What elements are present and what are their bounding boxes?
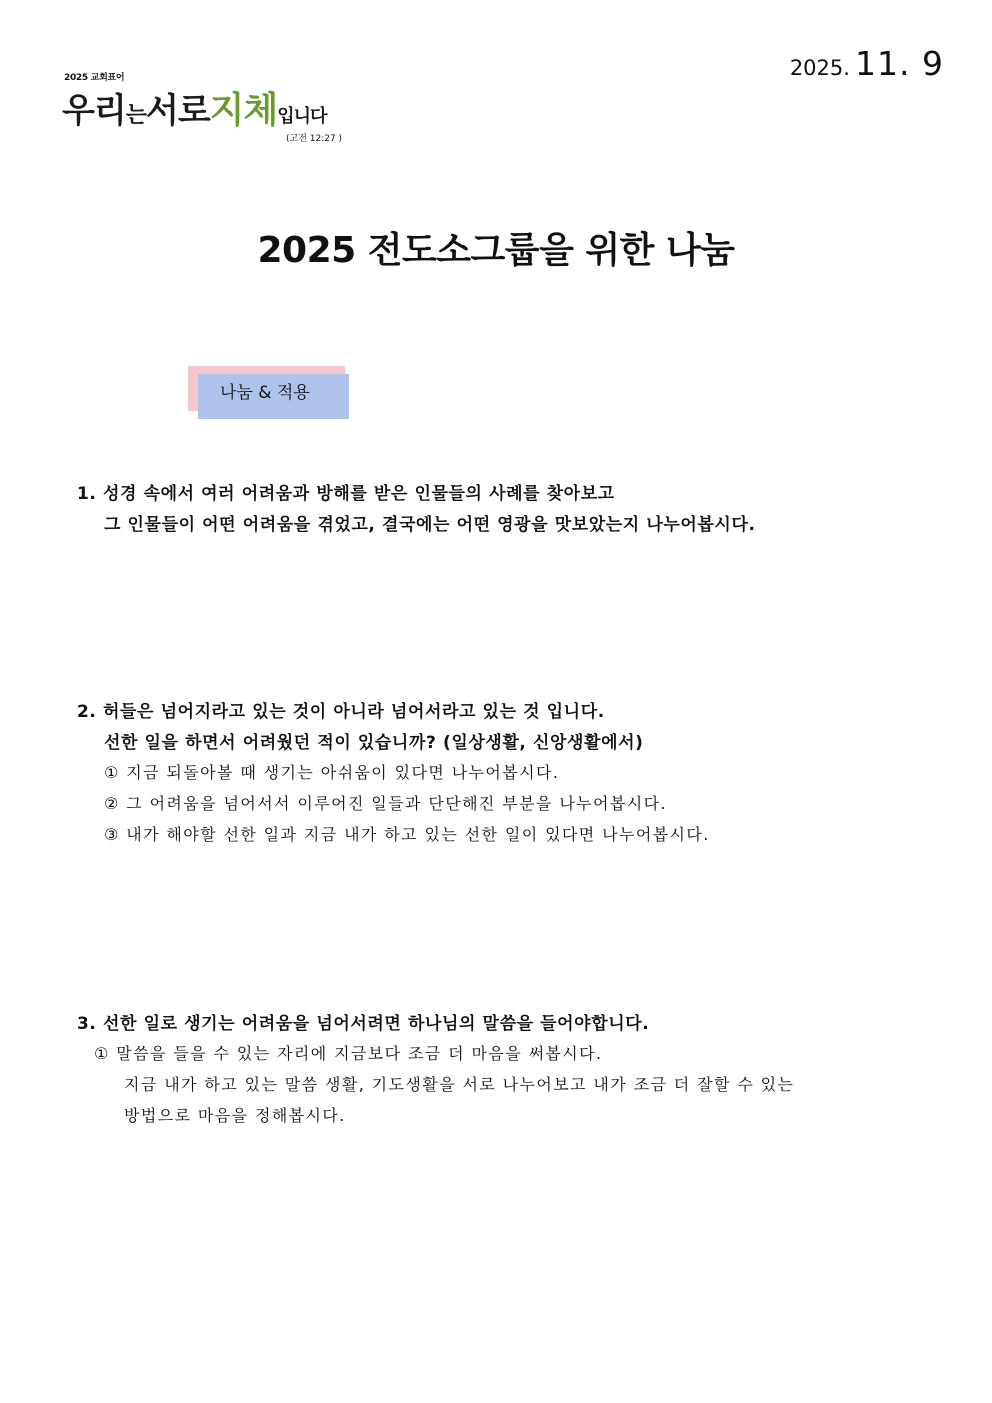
logo-motto-highlight: 지체 (209, 90, 278, 131)
question-2-subitem: ① 지금 되돌아볼 때 생기는 아쉬움이 있다면 나누어봅시다. (104, 763, 560, 782)
document-date (790, 44, 944, 83)
logo-motto-part: 는 (125, 103, 146, 128)
question-1-line: 그 인물들이 어떤 어려움을 겪었고, 결국에는 어떤 영광을 맛보았는지 나누어봅시다. (104, 515, 756, 535)
logo-motto-text (62, 82, 326, 133)
question-2-subitem: ③ 내가 해야할 선한 일과 지금 내가 하고 있는 선한 일이 있다면 나누어봅시다. (104, 825, 710, 844)
question-1-line: 1. 성경 속에서 여러 어려움과 방해를 받은 인물들의 사례를 찾아보고 (77, 484, 615, 504)
logo-motto-part: 입니다 (277, 106, 327, 127)
date-month-day: 11. 9 (855, 44, 944, 83)
question-3-line: 3. 선한 일로 생기는 어려움을 넘어서려면 하나님의 말씀을 들어야합니다. (77, 1014, 650, 1034)
section-tag: 나눔 & 적용 (198, 374, 349, 419)
question-2-line: 2. 허들은 넘어지라고 있는 것이 아니라 넘어서라고 있는 것 입니다. (77, 702, 605, 722)
logo-year-label: 2025 교회표어 (64, 73, 125, 83)
logo-motto-part: 우리 (62, 91, 126, 131)
question-3-subitem: 방법으로 마음을 정해봅시다. (124, 1106, 346, 1125)
question-3-subitem: ① 말씀을 들을 수 있는 자리에 지금보다 조금 더 마음을 써봅시다. (94, 1044, 603, 1063)
page-title: 2025 전도소그룹을 위한 나눔 (257, 230, 735, 271)
question-2-line: 선한 일을 하면서 어려웠던 적이 있습니까? (일상생활, 신앙생활에서) (104, 733, 644, 753)
church-motto-logo (62, 70, 362, 150)
question-2-subitem: ② 그 어려움을 넘어서서 이루어진 일들과 단단해진 부분을 나누어봅시다. (104, 794, 667, 813)
question-3-subitem: 지금 내가 하고 있는 말씀 생활, 기도생활을 서로 나누어보고 내가 조금 더 잘할 수 있는 (124, 1075, 795, 1094)
logo-scripture-reference: (고전 12:27 ) (286, 134, 343, 144)
date-year: 2025. (789, 56, 850, 80)
logo-motto-part: 서로 (145, 91, 210, 131)
